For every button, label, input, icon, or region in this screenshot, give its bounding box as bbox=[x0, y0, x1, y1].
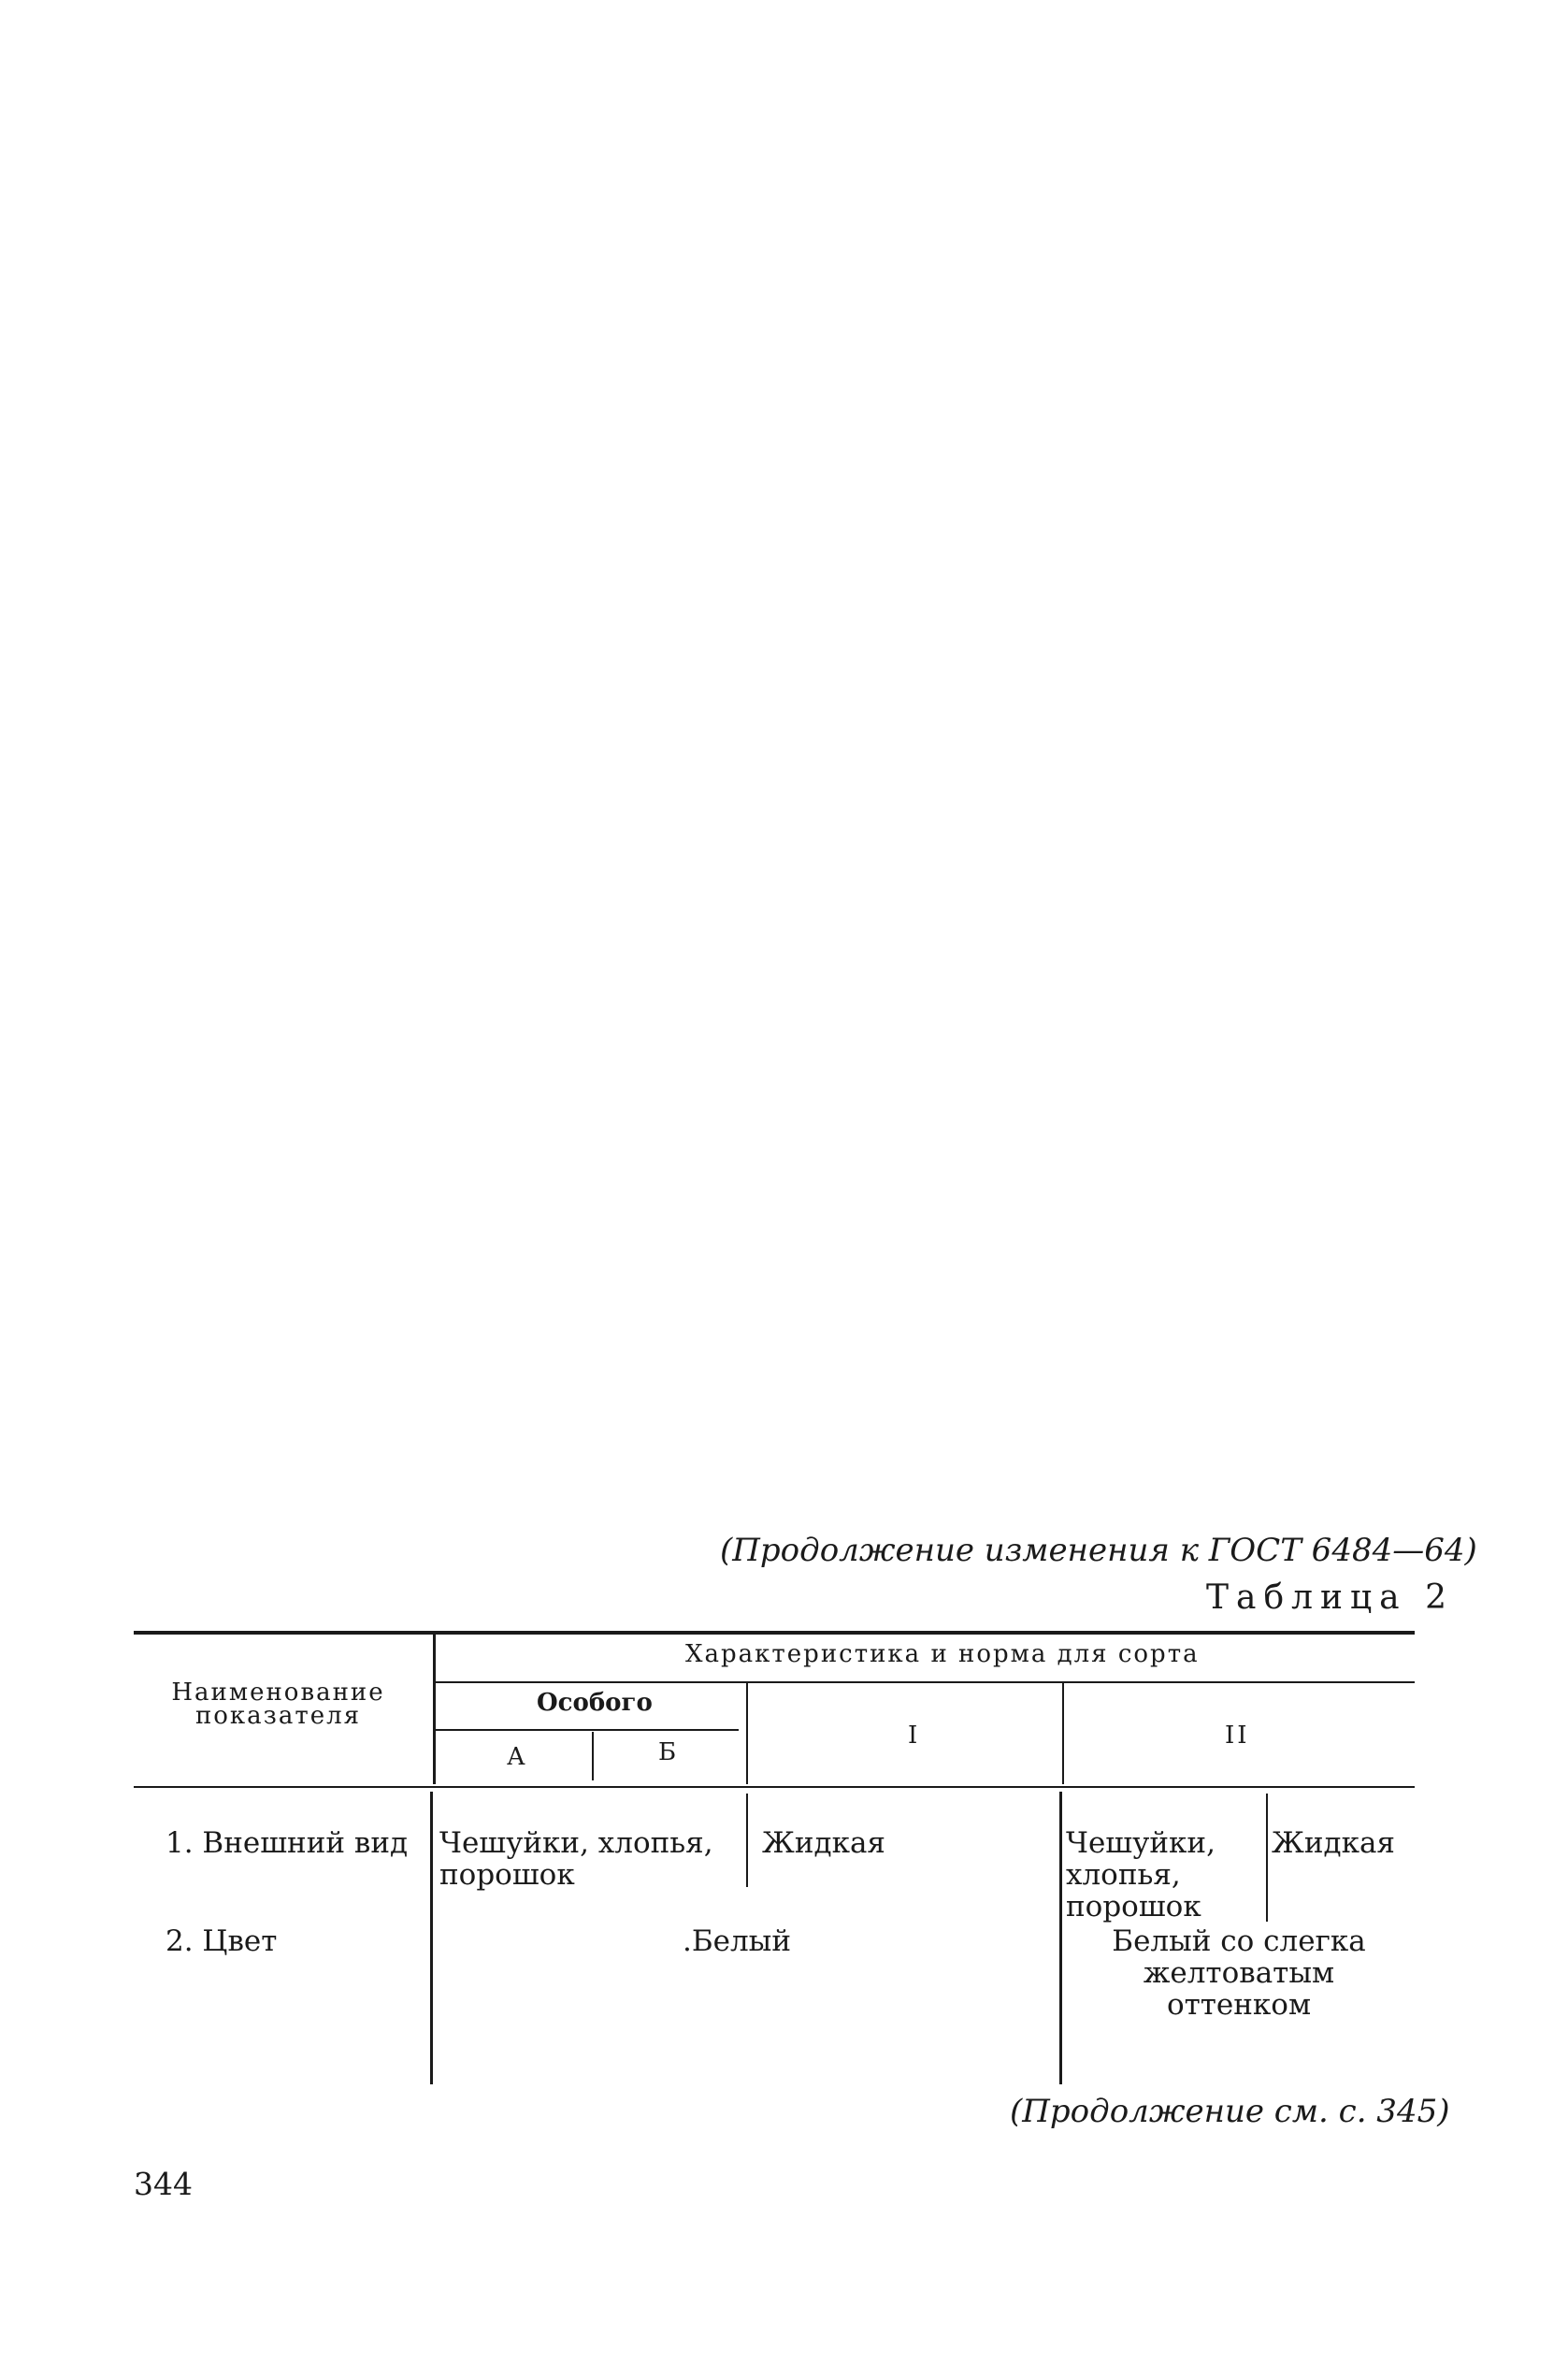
header-bottom-rule bbox=[134, 1786, 1415, 1788]
column-header-grade2: II bbox=[1225, 1722, 1250, 1750]
page-number: 344 bbox=[134, 2166, 193, 2202]
group-header-rule bbox=[435, 1681, 1415, 1683]
row-2-name: 2. Цвет bbox=[165, 1924, 278, 1958]
table-top-rule bbox=[134, 1631, 1415, 1635]
continuation-note: (Продолжение изменения к ГОСТ 6484—64) bbox=[720, 1532, 1477, 1569]
column-header-group: Характеристика и норма для сорта bbox=[685, 1640, 1200, 1668]
column-header-grade1: I bbox=[908, 1722, 918, 1750]
column-header-name: Наименование показателя bbox=[171, 1679, 385, 1730]
special-a-b-divider bbox=[592, 1732, 594, 1780]
body-name-divider bbox=[430, 1792, 433, 2084]
body-special-grade1-divider bbox=[746, 1794, 748, 1887]
body-grade2-split-divider bbox=[1266, 1794, 1268, 1922]
row-1-special-value: Чешуйки, хлопья, порошок bbox=[439, 1826, 713, 1892]
column-header-a: А bbox=[507, 1743, 525, 1771]
row-1-grade2-liquid: Жидкая bbox=[1272, 1826, 1395, 1860]
column-header-special: Особого bbox=[537, 1689, 653, 1717]
grade1-grade2-divider bbox=[1062, 1683, 1064, 1784]
name-column-divider bbox=[433, 1635, 436, 1784]
body-grade1-grade2-divider bbox=[1059, 1792, 1062, 2084]
row-1-name: 1. Внешний вид bbox=[165, 1826, 409, 1860]
table-label: Таблица 2 bbox=[1206, 1578, 1454, 1617]
row-1-grade1-value: Жидкая bbox=[762, 1826, 885, 1860]
special-grade1-divider bbox=[746, 1683, 748, 1784]
row-1-grade2-solid: Чешуйки, хлопья, порошок bbox=[1066, 1826, 1216, 1924]
footer-continuation: (Продолжение см. с. 345) bbox=[1010, 2093, 1450, 2130]
special-subheader-rule bbox=[435, 1729, 739, 1731]
column-header-b: Б bbox=[658, 1738, 677, 1766]
row-2-grade2-value: Белый со слегка желтоватым оттенком bbox=[1112, 1924, 1366, 2022]
row-2-left-value: .Белый bbox=[683, 1924, 792, 1958]
